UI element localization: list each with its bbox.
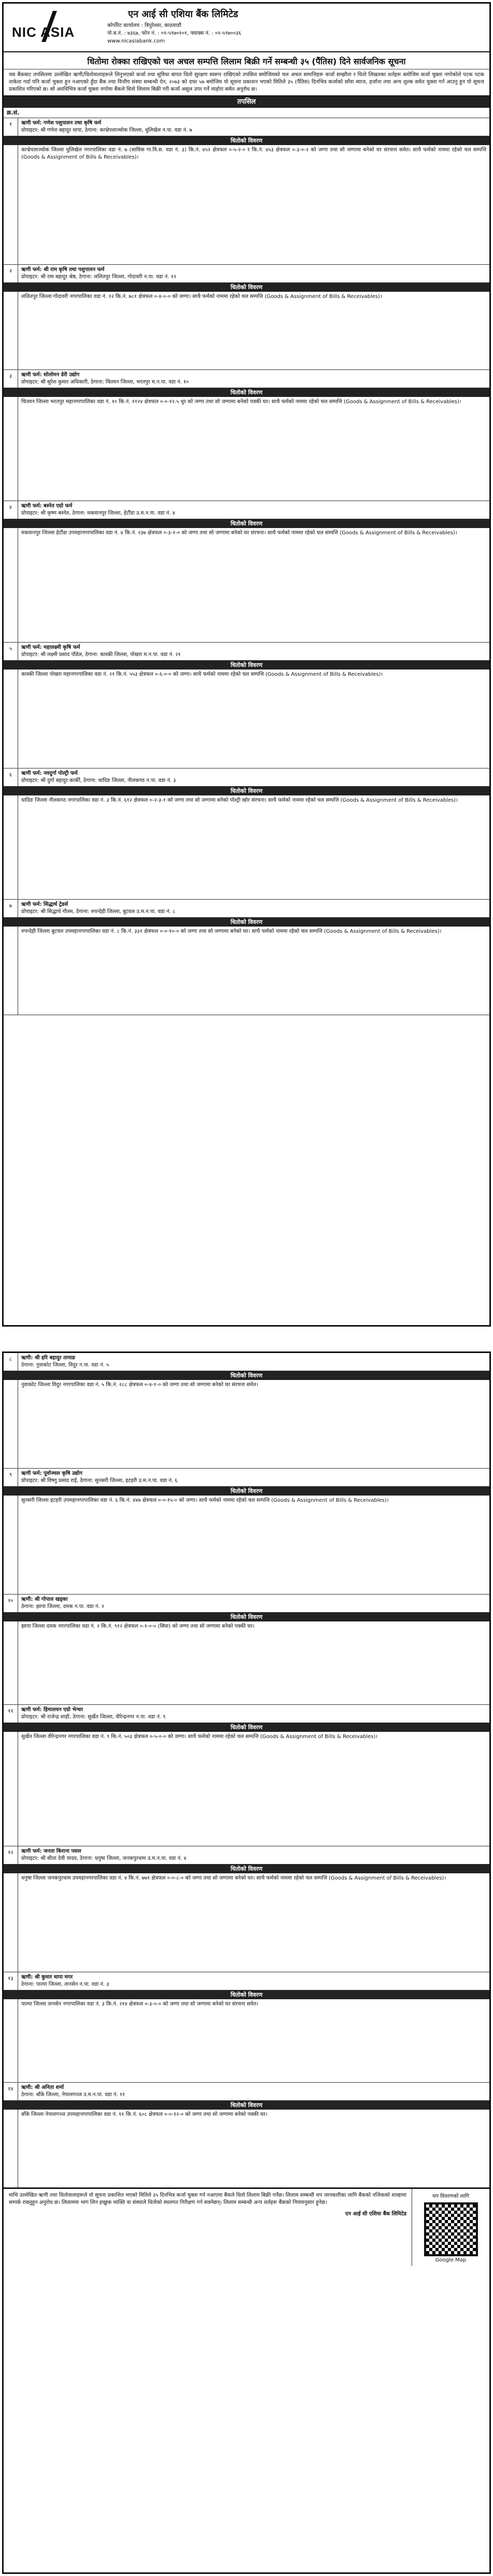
collateral-heading: धितोको विवरण [4,2101,489,2110]
collateral-detail: धनुषा जिल्ला जनकपुरधाम उपमहानगरपालिका वडा नं. ४ कि.नं. ७७१ क्षेत्रफल ०-०-८-० को जग्गा तथा सो जग्गामा बनेको घर। साथै फर्मको नाममा रहेको चल सम्पत्ति (Goods & Assignment of Bills & Receivables)। [21,1875,446,1881]
serial-number: ६ [4,768,18,786]
collateral-detail: पाल्पा जिल्ला तानसेन नगरपालिका वडा नं. ३ कि.नं. २१४ क्षेत्रफल ०-३-०-० को जग्गा तथा सो जग्गामा बनेको घर संरचना समेत। [21,2001,259,2007]
sn-column-header: क्र.सं. [4,108,489,118]
borrower-address: प्रोपाइटर: श्री राजेन्द्र शाही, ठेगाना: सुर्खेत जिल्ला, वीरेन्द्रनगर न.पा. वडा नं. ९ [21,1714,166,1720]
borrower-name: ऋणी: श्री गोपाल खड्का [21,1597,68,1602]
collateral-heading: धितोको विवरण [4,1990,489,1999]
borrower-info [18,1705,489,1723]
collateral-row [4,670,489,768]
collateral-heading: धितोको विवरण [4,787,489,795]
bank-web: www.nicasiabank.com [107,38,165,44]
collateral-detail: धादिङ जिल्ला नीलकण्ठ नगरपालिका वडा नं. ३ कि.नं. ६१२ क्षेत्रफल ०-२-३-१ को जग्गा तथा सो जग्गामा बनेको पोल्ट्री खोर संरचना। साथै फर्मको नाममा रहेको चल सम्पत्ति (Goods & Assignment of Bills & Receivables)। [21,798,458,803]
borrower-info [18,1972,489,1990]
borrower-info [18,768,489,786]
collateral-detail: चितवन जिल्ला भरतपुर महानगरपालिका वडा नं. १० कि.नं. ११२४ क्षेत्रफल ०-०-१२.५ धुर को जग्गा तथा सो जग्गामा बनेको पक्की घर। साथै फर्मको नाममा रहेको चल सम्पत्ति (Goods & Assignment of Bills & Receivables)। [21,399,461,405]
borrower-row [4,768,489,787]
collateral-row [4,1873,489,1972]
serial-number: १४ [4,2083,18,2100]
footer-signoff: एन आई सी एशिया बैंक लिमिटेड [345,2211,406,2217]
logo-text: NIC ASIA [12,24,75,40]
serial-number: ३ [4,370,18,388]
collateral-sn-cell [4,927,18,1015]
borrower-info [18,2083,489,2100]
collateral-detail: मकवानपुर जिल्ला हेटौंडा उपमहानगरपालिका वडा नं. ४ कि.नं. २३७ क्षेत्रफल ०-३-२-० को जग्गा तथा सो जग्गामा बनेको घर संरचना। साथै फर्मको नाममा रहेको चल सम्पत्ति (Goods & Assignment of Bills & Receivables)। [21,530,457,536]
collateral-row [4,1380,489,1469]
qr-caption: थप विवरणको लागि [432,2194,470,2199]
bank-logo [12,11,90,41]
collateral-detail: सुर्खेत जिल्ला वीरेन्द्रनगर नगरपालिका वडा नं. ९ कि.नं. ५०३ क्षेत्रफल ०-५-०-० को जग्गा। साथै फर्मको नाममा रहेको चल सम्पत्ति (Goods & Assignment of Bills & Receivables)। [21,1734,378,1740]
collateral-sn-cell [4,1873,18,1972]
collateral-row [4,1732,489,1846]
bank-contact: पो.ब.नं. : ७३६७, फोन नं. : ०१-५९७०१०१, फ्याक्स नं. : ०१-५९७००३६ [107,31,242,36]
borrower-row [4,118,489,136]
serial-number: १० [4,1595,18,1612]
borrower-row [4,1972,489,1990]
serial-number: २ [4,265,18,282]
serial-number: १ [4,118,18,136]
collateral-sn-cell [4,1496,18,1594]
collateral-heading: धितोको विवरण [4,388,489,397]
serial-number: ४ [4,501,18,519]
collateral-detail: ललितपुर जिल्ला गोदावरी नगरपालिका वडा नं. १२ कि.नं. ७८१ क्षेत्रफल ०-४-०-० को जग्गा। साथै फर्मको नाममा रहेको चल सम्पत्ति (Goods & Assignment of Bills & Receivables)। [21,294,382,300]
serial-number: ५ [4,643,18,660]
bank-name: एन आई सी एशिया बैंक लिमिटेड [128,9,238,20]
borrower-name: ऋणी फर्म: जनता किराना पसल [21,1848,81,1854]
qr-code-icon[interactable] [424,2202,478,2256]
bank-address: कोर्पोरेट कार्यालय : त्रिपुरेश्वर, काठमाडौं [107,23,181,29]
collateral-heading: धितोको विवरण [4,519,489,528]
collateral-heading: धितोको विवरण [4,136,489,145]
footer-section [4,2188,489,2266]
borrower-address: ठेगाना: नुवाकोट जिल्ला, विदुर न.पा. वडा नं. ५ [21,1362,109,1368]
serial-number: ८ [4,1353,18,1371]
serial-number: १२ [4,1846,18,1864]
borrower-name: ऋणी फर्म: हिमालयन एग्रो भेन्चर [21,1707,83,1713]
qr-map-label: Google Map [435,2257,467,2263]
collateral-heading: धितोको विवरण [4,661,489,670]
qr-box [412,2189,489,2266]
borrower-info [18,1469,489,1486]
borrower-address: प्रोपाइटर: श्री दुर्गा बहादुर कार्की, ठेगाना: धादिङ जिल्ला, नीलकण्ठ न.पा. वडा नं. ३ [21,778,176,784]
borrower-address: प्रोपाइटर: श्री सीता देवी यादव, ठेगाना: धनुषा जिल्ला, जनकपुरधाम उ.म.न.पा. वडा नं. ४ [21,1856,187,1861]
collateral-sn-cell [4,1999,18,2082]
borrower-address: प्रोपाइटर: श्री सुरेश कुमार अधिकारी, ठेगाना: चितवन जिल्ला, भरतपुर म.न.पा. वडा नं. १० [21,379,189,385]
borrower-name: ऋणी फर्म: पूर्वाञ्चल कृषि उद्योग [21,1471,82,1476]
collateral-heading: धितोको विवरण [4,1371,489,1380]
borrower-info [18,643,489,660]
borrower-row [4,1705,489,1723]
borrower-row [4,900,489,918]
collateral-row [4,1496,489,1595]
borrower-name: ऋणी फर्म: बस्नेत एग्रो फर्म [21,503,73,509]
borrower-info [18,1353,489,1371]
borrower-name: ऋणी फर्म: सोलोमन डेरी उद्योग [21,372,80,378]
collateral-sn-cell [4,795,18,899]
notice-page-1 [2,2,491,1327]
collateral-row [4,397,489,501]
borrower-name: ऋणी: श्री अनिता शर्मा [21,2085,64,2090]
collateral-sn-cell [4,528,18,642]
collateral-row [4,292,489,370]
collateral-detail: काभ्रेपलाञ्चोक जिल्ला धुलिखेल नगरपालिका वडा नं. ७ (साविक गा.वि.स. वडा नं. ३) कि.नं. ४५२ क्षेत्रफल ०-५-२-० र कि.नं. ४५३ क्षेत्रफल ०-३-०-२ को जग्गा तथा सो जग्गामा बनेको घर संरचना समेत। साथै फर्मको नाममा रहेको चल सम्पत्ति (Goods & Assignment of Bills & Receivables)। [21,147,486,160]
collateral-heading: धितोको विवरण [4,1613,489,1621]
collateral-heading: धितोको विवरण [4,1865,489,1873]
collateral-sn-cell [4,1621,18,1704]
collateral-sn-cell [4,1380,18,1468]
borrower-info [18,118,489,136]
borrower-name: ऋणी: श्री हरि बहादुर तामाङ [21,1355,76,1361]
borrower-address: ठेगाना: पाल्पा जिल्ला, तानसेन न.पा. वडा नं. ३ [21,1982,109,1987]
serial-number: १३ [4,1972,18,1990]
serial-number: ११ [4,1705,18,1723]
collateral-row [4,528,489,643]
collateral-sn-cell [4,292,18,369]
collateral-sn-cell [4,670,18,768]
notice-page-2 [2,1351,491,2574]
collateral-heading: धितोको विवरण [4,918,489,927]
collateral-row [4,2110,489,2188]
borrower-name: ऋणी: श्री कुमार थापा मगर [21,1974,73,1980]
notice-title: धितोमा रोक्का राखिएको चल अचल सम्पत्ति लिलाम बिक्री गर्ने सम्बन्धी ३५ (पैंतिस) दिने सार्वजनिक सूचना [4,52,489,69]
borrower-row [4,370,489,388]
collateral-row [4,927,489,1015]
borrower-address: प्रोपाइटर: श्री सिद्धार्थ गौतम, ठेगाना: रुपन्देही जिल्ला, बुटवल उ.म.न.पा. वडा नं. ८ [21,909,176,915]
borrower-info [18,501,489,519]
borrower-info [18,1595,489,1612]
borrower-address: प्रोपाइटर: श्री राम बहादुर श्रेष्ठ, ठेगाना: ललितपुर जिल्ला, गोदावरी न.पा. वडा नं. १२ [21,274,176,280]
serial-number: ९ [4,1469,18,1486]
collateral-row [4,795,489,900]
borrower-row [4,1846,489,1865]
collateral-detail: सुनसरी जिल्ला इटहरी उपमहानगरपालिका वडा नं. ६ कि.नं. ४४७ क्षेत्रफल ०-०-१५-० को जग्गा। साथै फर्मको नाममा रहेको चल सम्पत्ति (Goods & Assignment of Bills & Receivables)। [21,1498,389,1503]
borrower-address: प्रोपाइटर: श्री लक्ष्मी प्रसाद पौडेल, ठेगाना: कास्की जिल्ला, पोखरा म.न.पा. वडा नं. २१ [21,652,181,658]
borrower-info [18,265,489,282]
borrower-name: ऋणी फर्म: नवदुर्गा पोल्ट्री फर्म [21,771,78,776]
collateral-sn-cell [4,1732,18,1846]
borrower-row [4,2083,489,2101]
borrower-row [4,1469,489,1487]
page-gap [0,1327,493,1351]
borrower-name: ऋणी फर्म: श्री राम कृषि तथा पशुपालन फर्म [21,267,105,273]
bank-header [4,4,489,52]
collateral-heading: धितोको विवरण [4,1723,489,1732]
serial-number: ७ [4,900,18,917]
collateral-row [4,145,489,265]
collateral-sn-cell [4,397,18,501]
borrower-name: ऋणी फर्म: गणेश पशुपालन तथा कृषि फर्म [21,120,102,126]
borrower-row [4,643,489,661]
borrower-info [18,900,489,917]
borrower-address: ठेगाना: झापा जिल्ला, दमक न.पा. वडा नं. २ [21,1604,104,1610]
borrower-row [4,265,489,283]
footer-body: माथि उल्लेखित ऋणी तथा धितोवालाहरूले यो सूचना प्रकाशित भएको मितिले ३५ दिनभित्र कर्जा चुक्ता गर्न नआएमा बैंकले धितो लिलाम बिक्री गर्नेछ। लिलाम सम्बन्धी थप जानकारीका लागि बैंकको नजिकको शाखामा सम्पर्क राख्नुहुन अनुरोध छ। लिलाममा भाग लिन इच्छुक व्यक्ति वा संस्थाले धितोको स्थलगत निरीक्षण गर्न सक्नेछन्। लिलाम सम्बन्धी अन्य शर्तहरू बैंकको नियमानुसार हुनेछ। [9,2193,406,2205]
borrower-name: ऋणी फर्म: महालक्ष्मी कृषि फर्म [21,645,80,650]
collateral-sn-cell [4,2110,18,2187]
collateral-detail: रुपन्देही जिल्ला बुटवल उपमहानगरपालिका वडा नं. ८ कि.नं. ३३१ क्षेत्रफल ०-०-१०-० को जग्गा तथा सो जग्गामा बनेको घर। साथै फर्मको नाममा रहेको चल सम्पत्ति (Goods & Assignment of Bills & Receivables)। [21,929,442,934]
collateral-sn-cell [4,145,18,264]
borrower-info [18,370,489,388]
collateral-heading: धितोको विवरण [4,283,489,292]
collateral-detail: नुवाकोट जिल्ला विदुर नगरपालिका वडा नं. ५ कि.नं. २८८ क्षेत्रफल ०-४-१-० को जग्गा तथा सो जग्गामा बनेको घर संरचना समेत। [21,1382,258,1388]
collateral-detail: बाँके जिल्ला नेपालगञ्ज उपमहानगरपालिका वडा नं. ११ कि.नं. ६०८ क्षेत्रफल ०-०-१२-० को जग्गा तथा सो जग्गामा बनेको पक्की घर। [21,2112,267,2117]
borrower-info [18,1846,489,1864]
borrower-address: प्रोपाइटर: श्री गणेश बहादुर थापा, ठेगाना: काभ्रेपलाञ्चोक जिल्ला, धुलिखेल न.पा. वडा नं. ७ [21,127,192,133]
borrower-address: प्रोपाइटर: श्री कृष्ण बस्नेत, ठेगाना: मकवानपुर जिल्ला, हेटौंडा उ.म.न.पा. वडा नं. ४ [21,510,175,516]
tapsil-heading: तपसिल [4,96,489,108]
borrower-name: ऋणी फर्म: सिद्धार्थ ट्रेडर्स [21,902,68,907]
collateral-detail: झापा जिल्ला दमक नगरपालिका वडा नं. २ कि.नं. ९१२ क्षेत्रफल ०-१-०-० (बिघा) को जग्गा तथा सो जग्गामा बनेको पक्की घर। [21,1624,255,1629]
borrower-address: ठेगाना: बाँके जिल्ला, नेपालगञ्ज उ.म.न.पा. वडा नं. ११ [21,2092,125,2098]
collateral-heading: धितोको विवरण [4,1487,489,1496]
borrower-row [4,1353,489,1371]
page2-block-list [4,1353,489,2188]
notice-intro: यस बैंकबाट तपसिलमा उल्लेखित ऋणी/धितोवालाहरूले लिनुभएको कर्जा तथा सुविधा बापत धितो सुरक्षण स्वरूप राखिएको तपसिल बमोजिमको चल अचल सम्पत्तिहरू कर्जा सम्झौता र धितो लिखतका शर्तहरू बमोजिम कर्जा चुक्ता नगरेकोले पटक पटक ताकेता गर्दा पनि कर्जा चुक्ता हुन नआएको हुँदा बैंक तथा वित्तीय संस्था सम्बन्धी ऐन, २०७३ को दफा ५७ बमोजिम यो सूचना प्रकाशन भएको मितिले ३५ (पैंतिस) दिनभित्र कर्जाको साँवा ब्याज, हर्जाना तथा अन्य शुल्क समेत चुक्ता गर्न आउनु हुन यो सूचना प्रकाशित गरिएको छ। सो अवधिभित्र कर्जा चुक्ता नगरेमा बैंकले धितो लिलाम बिक्री गरी कर्जा असुल उपर गर्ने व्यहोरा समेत अनुरोध छ। [4,69,489,96]
footer-text [4,2189,412,2266]
borrower-row [4,501,489,519]
borrower-address: प्रोपाइटर: श्री विष्णु प्रसाद राई, ठेगाना: सुनसरी जिल्ला, इटहरी उ.म.न.पा. वडा नं. ६ [21,1478,178,1484]
collateral-detail: कास्की जिल्ला पोखरा महानगरपालिका वडा नं. २१ कि.नं. ५५३ क्षेत्रफल ०-६-०-० को जग्गा। साथै फर्मको नाममा रहेको चल सम्पत्ति (Goods & Assignment of Bills & Receivables)। [21,672,383,677]
borrower-row [4,1595,489,1613]
collateral-row [4,1999,489,2083]
collateral-row [4,1621,489,1705]
page1-block-list [4,118,489,1015]
